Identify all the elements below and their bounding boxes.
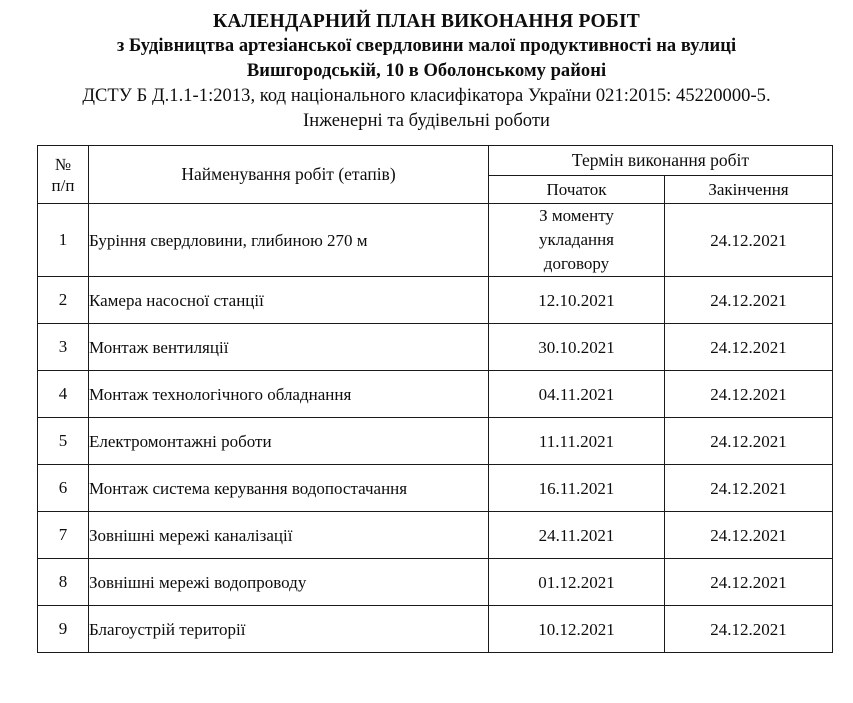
- column-header-term: Термін виконання робіт: [489, 146, 833, 176]
- table-row: [38, 559, 833, 606]
- cell-start-date-line: З моменту: [539, 206, 614, 225]
- cell-number: 1: [38, 204, 89, 277]
- table-header-row-1: [38, 146, 833, 176]
- cell-work-name: Камера насосної станції: [89, 277, 489, 324]
- document-subtitle-works-type: Інженерні та будівельні роботи: [303, 111, 550, 131]
- cell-work-name: Монтаж технологічного обладнання: [89, 371, 489, 418]
- cell-end-date: 24.12.2021: [665, 559, 833, 606]
- table-row: [38, 465, 833, 512]
- document-header: [0, 0, 853, 134]
- cell-start-date: 10.12.2021: [489, 606, 665, 653]
- cell-work-name: Електромонтажні роботи: [89, 418, 489, 465]
- schedule-table-wrapper: [37, 145, 832, 653]
- table-row: [38, 204, 833, 277]
- cell-number: 6: [38, 465, 89, 512]
- cell-work-name: Благоустрій території: [89, 606, 489, 653]
- cell-start-date-line: договору: [543, 254, 610, 273]
- cell-end-date: 24.12.2021: [665, 204, 833, 277]
- cell-start-date: 11.11.2021: [489, 418, 665, 465]
- cell-number: 4: [38, 371, 89, 418]
- cell-number: 9: [38, 606, 89, 653]
- cell-end-date: 24.12.2021: [665, 606, 833, 653]
- cell-work-name: Буріння свердловини, глибиною 270 м: [89, 204, 489, 277]
- cell-end-date: 24.12.2021: [665, 371, 833, 418]
- document-subtitle-standard: ДСТУ Б Д.1.1-1:2013, код національного класифікатора України 021:2015: 45220000-5.: [82, 86, 771, 106]
- cell-end-date: 24.12.2021: [665, 418, 833, 465]
- table-row: [38, 606, 833, 653]
- cell-start-date: 04.11.2021: [489, 371, 665, 418]
- column-header-number-line1: №: [54, 154, 72, 174]
- column-header-number: [38, 146, 89, 204]
- cell-number: 2: [38, 277, 89, 324]
- cell-number: 3: [38, 324, 89, 371]
- cell-end-date: 24.12.2021: [665, 512, 833, 559]
- cell-start-date: 01.12.2021: [489, 559, 665, 606]
- cell-start-date: [489, 204, 665, 277]
- cell-work-name: Зовнішні мережі водопроводу: [89, 559, 489, 606]
- table-body: [38, 204, 833, 653]
- cell-start-date-line: укладання: [539, 230, 614, 249]
- cell-work-name: Монтаж система керування водопостачання: [89, 465, 489, 512]
- schedule-table: [37, 145, 833, 653]
- table-header: [38, 146, 833, 204]
- cell-end-date: 24.12.2021: [665, 324, 833, 371]
- cell-work-name: Зовнішні мережі каналізації: [89, 512, 489, 559]
- table-row: [38, 418, 833, 465]
- column-header-number-line2: п/п: [51, 175, 75, 195]
- cell-number: 7: [38, 512, 89, 559]
- table-row: [38, 324, 833, 371]
- column-header-work-name: Найменування робіт (етапів): [89, 146, 489, 204]
- cell-start-date: 16.11.2021: [489, 465, 665, 512]
- cell-number: 8: [38, 559, 89, 606]
- cell-start-date: 30.10.2021: [489, 324, 665, 371]
- document-title-line-1: КАЛЕНДАРНИЙ ПЛАН ВИКОНАННЯ РОБІТ: [213, 11, 640, 32]
- table-row: [38, 512, 833, 559]
- table-row: [38, 277, 833, 324]
- document-title-line-2: з Будівництва артезіанської свердловини малої продуктивності на вулиці: [116, 36, 737, 56]
- cell-number: 5: [38, 418, 89, 465]
- document-title-line-3: Вишгородській, 10 в Оболонському районі: [246, 61, 607, 81]
- cell-start-date: 24.11.2021: [489, 512, 665, 559]
- cell-end-date: 24.12.2021: [665, 277, 833, 324]
- cell-start-date: 12.10.2021: [489, 277, 665, 324]
- cell-end-date: 24.12.2021: [665, 465, 833, 512]
- column-header-start: Початок: [489, 176, 665, 204]
- cell-work-name: Монтаж вентиляції: [89, 324, 489, 371]
- column-header-end: Закінчення: [665, 176, 833, 204]
- table-row: [38, 371, 833, 418]
